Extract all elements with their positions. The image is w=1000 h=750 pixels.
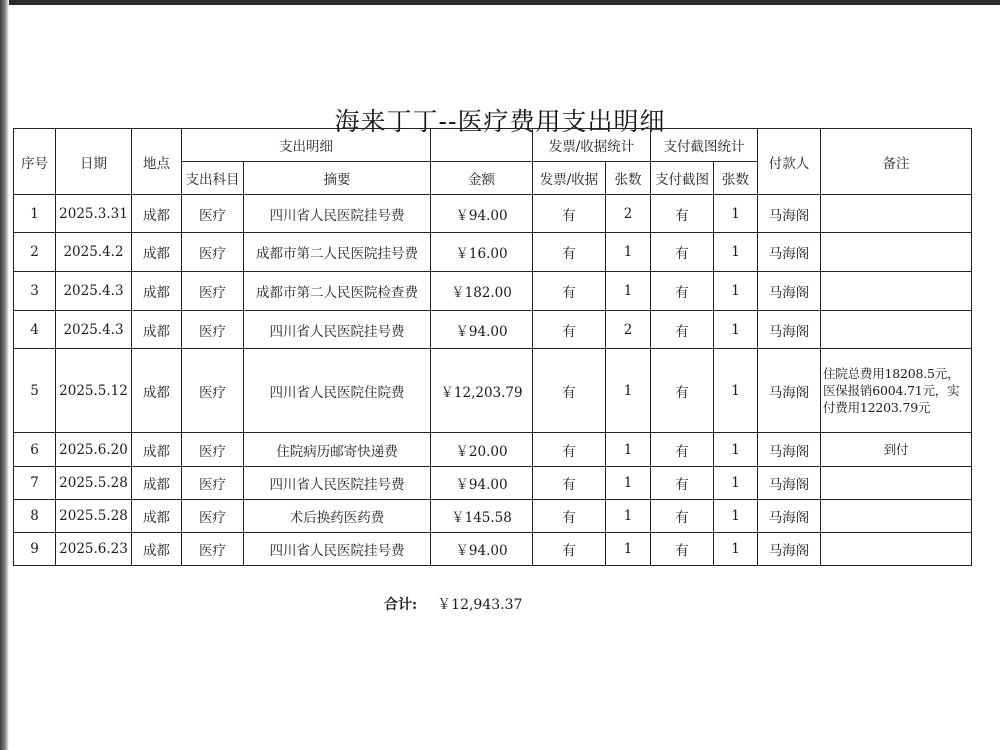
cell-amount: ￥94.00 — [431, 311, 533, 349]
cell-category: 医疗 — [182, 311, 244, 349]
cell-invoice-count: 1 — [606, 433, 651, 467]
cell-invoice-count: 1 — [606, 272, 651, 311]
cell-amount: ￥182.00 — [431, 272, 533, 311]
header-category: 支出科目 — [182, 162, 244, 195]
cell-seq: 9 — [14, 533, 56, 566]
cell-category: 医疗 — [182, 433, 244, 467]
cell-invoice: 有 — [533, 500, 606, 533]
scan-edge-top — [0, 0, 1000, 5]
cell-place: 成都 — [132, 533, 182, 566]
cell-invoice-count: 1 — [606, 233, 651, 272]
header-detail: 支出明细 — [182, 129, 431, 162]
cell-remark: 到付 — [821, 433, 972, 467]
cell-screenshot-count: 1 — [714, 195, 758, 233]
cell-place: 成都 — [132, 500, 182, 533]
cell-category: 医疗 — [182, 467, 244, 500]
cell-place: 成都 — [132, 272, 182, 311]
cell-seq: 7 — [14, 467, 56, 500]
header-summary: 摘要 — [244, 162, 431, 195]
cell-remark — [821, 272, 972, 311]
cell-screenshot: 有 — [651, 500, 714, 533]
cell-payer: 马海阁 — [758, 272, 821, 311]
cell-remark — [821, 467, 972, 500]
cell-invoice-count: 1 — [606, 533, 651, 566]
cell-screenshot-count: 1 — [714, 233, 758, 272]
cell-screenshot-count: 1 — [714, 467, 758, 500]
cell-remark — [821, 233, 972, 272]
cell-place: 成都 — [132, 233, 182, 272]
cell-screenshot-count: 1 — [714, 349, 758, 433]
cell-invoice-count: 1 — [606, 500, 651, 533]
cell-screenshot: 有 — [651, 467, 714, 500]
cell-date: 2025.6.23 — [56, 533, 132, 566]
header-seq: 序号 — [14, 129, 56, 195]
cell-remark: 住院总费用18208.5元，医保报销6004.71元，实付费用12203.79元 — [821, 349, 972, 433]
cell-summary: 住院病历邮寄快递费 — [244, 433, 431, 467]
cell-payer: 马海阁 — [758, 467, 821, 500]
cell-summary: 四川省人民医院住院费 — [244, 349, 431, 433]
cell-screenshot: 有 — [651, 533, 714, 566]
cell-payer: 马海阁 — [758, 500, 821, 533]
cell-place: 成都 — [132, 195, 182, 233]
cell-place: 成都 — [132, 467, 182, 500]
table-row — [14, 195, 972, 233]
cell-amount: ￥94.00 — [431, 467, 533, 500]
table-row — [14, 349, 972, 433]
total-label: 合计: — [384, 597, 418, 613]
cell-invoice-count: 2 — [606, 311, 651, 349]
cell-seq: 5 — [14, 349, 56, 433]
table-row — [14, 272, 972, 311]
table-row — [14, 311, 972, 349]
header-screenshot-group: 支付截图统计 — [651, 129, 758, 162]
cell-remark — [821, 311, 972, 349]
cell-payer: 马海阁 — [758, 195, 821, 233]
cell-invoice: 有 — [533, 467, 606, 500]
header-screenshot: 支付截图 — [651, 162, 714, 195]
header-amount-top — [431, 129, 533, 162]
cell-category: 医疗 — [182, 272, 244, 311]
cell-invoice: 有 — [533, 349, 606, 433]
cell-summary: 四川省人民医院挂号费 — [244, 195, 431, 233]
expense-table — [13, 128, 972, 566]
cell-date: 2025.5.28 — [56, 467, 132, 500]
cell-seq: 2 — [14, 233, 56, 272]
cell-place: 成都 — [132, 349, 182, 433]
cell-seq: 6 — [14, 433, 56, 467]
page-title: 海来丁丁--医疗费用支出明细 — [334, 107, 666, 136]
cell-date: 2025.3.31 — [56, 195, 132, 233]
cell-remark — [821, 500, 972, 533]
total-value: ￥12,943.37 — [437, 597, 523, 613]
cell-date: 2025.4.3 — [56, 272, 132, 311]
table-row — [14, 433, 972, 467]
cell-screenshot-count: 1 — [714, 311, 758, 349]
cell-summary: 四川省人民医院挂号费 — [244, 533, 431, 566]
table-row — [14, 500, 972, 533]
total-line — [384, 594, 522, 614]
cell-screenshot: 有 — [651, 311, 714, 349]
cell-payer: 马海阁 — [758, 433, 821, 467]
cell-category: 医疗 — [182, 233, 244, 272]
cell-date: 2025.5.12 — [56, 349, 132, 433]
table-row — [14, 533, 972, 566]
cell-remark — [821, 533, 972, 566]
cell-screenshot: 有 — [651, 349, 714, 433]
cell-amount: ￥145.58 — [431, 500, 533, 533]
cell-invoice: 有 — [533, 533, 606, 566]
header-remark: 备注 — [821, 129, 972, 195]
cell-category: 医疗 — [182, 500, 244, 533]
cell-date: 2025.6.20 — [56, 433, 132, 467]
cell-screenshot-count: 1 — [714, 272, 758, 311]
cell-invoice-count: 1 — [606, 349, 651, 433]
cell-amount: ￥94.00 — [431, 533, 533, 566]
cell-category: 医疗 — [182, 533, 244, 566]
cell-amount: ￥16.00 — [431, 233, 533, 272]
cell-screenshot: 有 — [651, 233, 714, 272]
cell-invoice: 有 — [533, 272, 606, 311]
header-screenshot-count: 张数 — [714, 162, 758, 195]
cell-screenshot: 有 — [651, 272, 714, 311]
cell-remark — [821, 195, 972, 233]
header-place: 地点 — [132, 129, 182, 195]
cell-seq: 8 — [14, 500, 56, 533]
cell-seq: 1 — [14, 195, 56, 233]
header-invoice-group: 发票/收据统计 — [533, 129, 651, 162]
cell-seq: 3 — [14, 272, 56, 311]
cell-summary: 四川省人民医院挂号费 — [244, 311, 431, 349]
cell-screenshot-count: 1 — [714, 533, 758, 566]
cell-summary: 成都市第二人民医院挂号费 — [244, 233, 431, 272]
cell-date: 2025.4.2 — [56, 233, 132, 272]
cell-payer: 马海阁 — [758, 233, 821, 272]
header-amount: 金额 — [431, 162, 533, 195]
cell-payer: 马海阁 — [758, 349, 821, 433]
cell-screenshot: 有 — [651, 195, 714, 233]
cell-invoice-count: 2 — [606, 195, 651, 233]
cell-invoice: 有 — [533, 233, 606, 272]
cell-summary: 术后换药医药费 — [244, 500, 431, 533]
cell-invoice: 有 — [533, 433, 606, 467]
cell-payer: 马海阁 — [758, 533, 821, 566]
cell-invoice: 有 — [533, 311, 606, 349]
cell-screenshot: 有 — [651, 433, 714, 467]
header-invoice-count: 张数 — [606, 162, 651, 195]
cell-category: 医疗 — [182, 349, 244, 433]
cell-amount: ￥20.00 — [431, 433, 533, 467]
cell-date: 2025.4.3 — [56, 311, 132, 349]
cell-place: 成都 — [132, 311, 182, 349]
header-invoice: 发票/收据 — [533, 162, 606, 195]
cell-date: 2025.5.28 — [56, 500, 132, 533]
header-date: 日期 — [56, 129, 132, 195]
cell-summary: 四川省人民医院挂号费 — [244, 467, 431, 500]
cell-invoice: 有 — [533, 195, 606, 233]
cell-screenshot-count: 1 — [714, 433, 758, 467]
cell-amount: ￥12,203.79 — [431, 349, 533, 433]
cell-summary: 成都市第二人民医院检查费 — [244, 272, 431, 311]
cell-payer: 马海阁 — [758, 311, 821, 349]
cell-screenshot-count: 1 — [714, 500, 758, 533]
cell-invoice-count: 1 — [606, 467, 651, 500]
cell-place: 成都 — [132, 433, 182, 467]
cell-amount: ￥94.00 — [431, 195, 533, 233]
cell-category: 医疗 — [182, 195, 244, 233]
table-row — [14, 233, 972, 272]
cell-seq: 4 — [14, 311, 56, 349]
table-row — [14, 467, 972, 500]
header-payer: 付款人 — [758, 129, 821, 195]
